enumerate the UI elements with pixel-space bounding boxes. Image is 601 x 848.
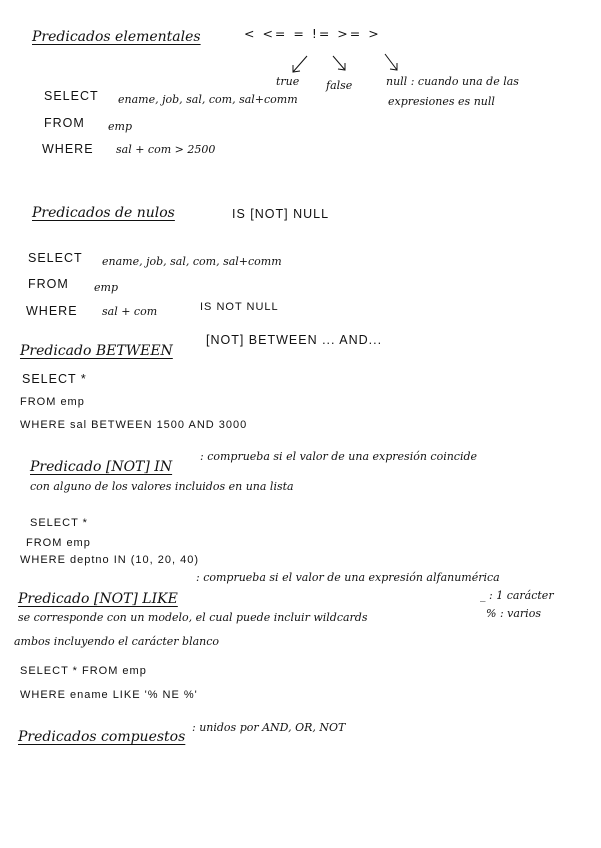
s2-where-condition: IS NOT NULL [200,301,279,313]
s3-syntax: [NOT] BETWEEN ... AND... [206,333,383,347]
result-null-cont: expresiones es null [388,95,495,108]
s2-select-columns: ename, job, sal, com, sal+comm [102,255,282,268]
comparison-operators: < <= = != >= > [244,26,381,41]
s1-where-keyword: WHERE [42,142,94,156]
s5-desc-line1: : comprueba si el valor de una expresión alfanumérica [196,571,500,584]
s3-from: FROM emp [20,396,85,408]
s1-select-columns: ename, job, sal, com, sal+comm [118,93,298,106]
s1-where-condition: sal + com > 2500 [116,143,216,156]
result-true: true [276,75,300,88]
s5-desc-line2: se corresponde con un modelo, el cual puede incluir wildcards [18,611,368,624]
s1-select-keyword: SELECT [44,89,99,103]
s4-from: FROM emp [26,537,91,549]
s5-select: SELECT * FROM emp [20,665,147,677]
s5-wildcard-underscore: _ : 1 carácter [480,589,554,602]
heading-predicado-in: Predicado [NOT] IN [30,459,173,475]
s3-where: WHERE sal BETWEEN 1500 AND 3000 [20,419,248,431]
s4-desc-line1: : comprueba si el valor de una expresión coincide [200,450,478,463]
result-null: null : cuando una de las [386,75,519,88]
s5-desc-line3: ambos incluyendo el carácter blanco [14,635,220,648]
s5-where: WHERE ename LIKE '% NE %' [20,689,198,701]
heading-predicados-elementales: Predicados elementales [32,29,201,45]
s4-desc-line2: con alguno de los valores incluidos en una lista [30,480,294,493]
s5-wildcard-percent: % : varios [486,607,541,620]
s2-select-keyword: SELECT [28,251,83,265]
s2-syntax: IS [NOT] NULL [232,207,330,221]
s3-select: SELECT * [22,372,87,386]
heading-predicados-nulos: Predicados de nulos [32,205,175,221]
heading-predicado-between: Predicado BETWEEN [20,343,173,359]
s1-from-table: emp [108,120,132,133]
s2-from-keyword: FROM [28,277,69,291]
s2-where-expr: sal + com [102,305,158,318]
s2-from-table: emp [94,281,118,294]
s4-where: WHERE deptno IN (10, 20, 40) [20,554,200,566]
s2-where-keyword: WHERE [26,304,78,318]
heading-predicados-compuestos: Predicados compuestos [18,729,186,745]
s1-from-keyword: FROM [44,116,85,130]
heading-predicado-like: Predicado [NOT] LIKE [18,591,178,607]
s4-select: SELECT * [30,517,88,529]
s6-desc: : unidos por AND, OR, NOT [192,721,346,734]
result-false: false [326,79,353,92]
